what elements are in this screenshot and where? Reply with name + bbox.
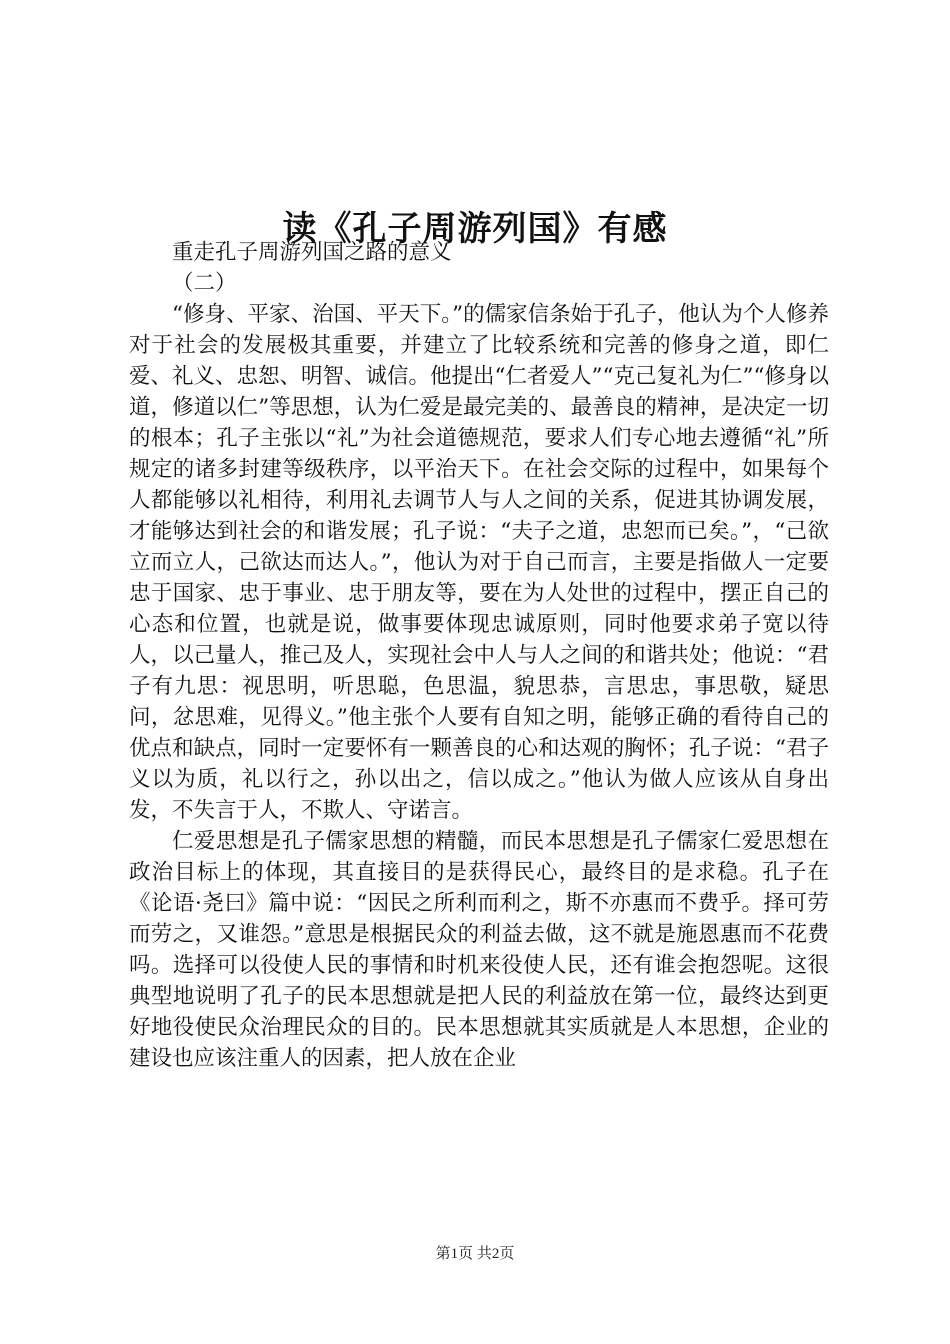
document-subtitle: 重走孔子周游列国之路的意义 (172, 240, 452, 265)
document-body (129, 237, 829, 1074)
page-footer: 第1页 共2页 (435, 1246, 515, 1262)
part-label: （二） (172, 271, 237, 296)
paragraph-2: 仁爱思想是孔子儒家思想的精髓，而民本思想是孔子儒家仁爱思想在政治目标上的体现，其直接目的是获得民心，最终目的是求稳。孔子在《论语·尧曰》篇中说：“因民之所利而利之，斯不亦惠而不费乎。择可劳而劳之，又谁怨。”意思是根据民众的利益去做，这不就是施恩惠而不花费吗。选择可以役使人民的事情和时机来役使人民，还有谁会抱怨呢。这很典型地说明了孔子的民本思想就是把人民的利益放在第一位，最终达到更好地役使民众治理民众的目的。民本思想就其实质就是人本思想，企业的建设也应该注重人的因素，把人放在企业 (129, 829, 829, 1071)
paragraph-1: “修身、平家、治国、平天下。”的儒家信条始于孔子，他认为个人修养对于社会的发展极其重要，并建立了比较系统和完善的修身之道，即仁爱、礼义、忠恕、明智、诚信。他提出“仁者爱人”“克己复礼为仁”“修身以道，修道以仁”等思想，认为仁爱是最完美的、最善良的精神，是决定一切的根本；孔子主张以“礼”为社会道德规范，要求人们专心地去遵循“礼”所规定的诸多封建等级秩序，以平治天下。在社会交际的过程中，如果每个人都能够以礼相待，利用礼去调节人与人之间的关系，促进其协调发展，才能够达到社会的和谐发展；孔子说：“夫子之道，忠恕而已矣。”，“己欲立而立人，己欲达而达人。”，他认为对于自己而言，主要是指做人一定要忠于国家、忠于事业、忠于朋友等，要在为人处世的过程中，摆正自己的心态和位置，也就是说，做事要体现忠诚原则，同时他要求弟子宽以待人，以己量人，推己及人，实现社会中人与人之间的和谐共处；他说：“君子有九思：视思明，听思聪，色思温，貌思恭，言思忠，事思敬，疑思问，忿思难，见得义。”他主张个人要有自知之明，能够正确的看待自己的优点和缺点，同时一定要怀有一颗善良的心和达观的胸怀；孔子说：“君子义以为质，礼以行之，孙以出之，信以成之。”他认为做人应该从自身出发，不失言于人，不欺人、守诺言。 (129, 302, 829, 823)
document-title: 读《孔子周游列国》有感 (282, 208, 668, 249)
